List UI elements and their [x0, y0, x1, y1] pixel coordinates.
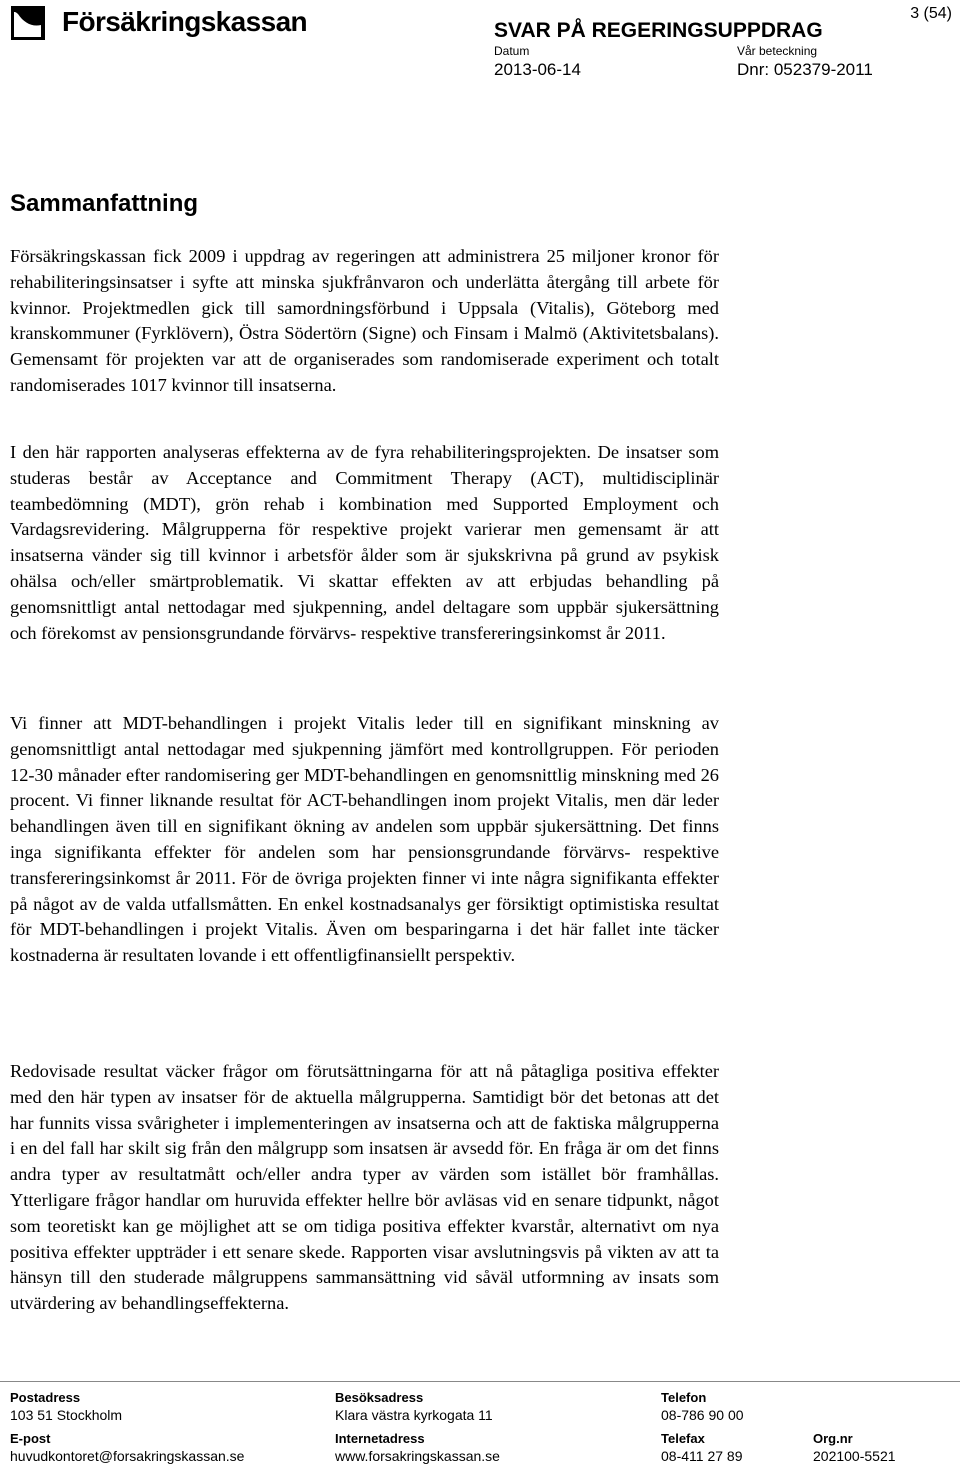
orgnr-value: 202100-5521: [813, 1448, 896, 1464]
footer-divider: [0, 1381, 960, 1382]
internetadress-value[interactable]: www.forsakringskassan.se: [335, 1448, 500, 1464]
footer: [0, 1381, 960, 1467]
brand-logo: [10, 5, 340, 41]
internetadress-label: Internetadress: [335, 1431, 425, 1446]
telefax-value: 08-411 27 89: [661, 1448, 743, 1464]
paragraph-discussion: Redovisade resultat väcker frågor om förutsättningarna för att nå påtagliga positiva effekter med den här typen av insatser för de aktuella målgrupperna. Samtidigt bör det betonas att det har funnits vissa svårigheter i implementeringen av insatserna och att de faktiska målgrupperna i en del fall har skilt sig från den målgrupp som insatsen är avsedd för. En fråga är om det finns andra typer av resultatmått och/eller andra typer av värden som istället bör framhållas. Ytterligare frågor handlar om huruvida effekter hellre bör avläsas vid en senare tidpunkt, något som teoretiskt kan ge möjlighet att se om tidiga positiva effekter kvarstår, alternativt om nya positiva effekter uppträder i ett senare skede. Rapporten visar avslutningsvis på vikten av att ta hänsyn till den studerade målgruppens sammansättning vid såväl utformning av insats som utvärdering av behandlingseffekterna.: [10, 1061, 719, 1314]
postadress-value: 103 51 Stockholm: [10, 1407, 123, 1423]
telefon-value: 08-786 90 00: [661, 1407, 744, 1423]
section-heading: Sammanfattning: [10, 190, 199, 217]
reference-label: Vår beteckning: [737, 44, 818, 58]
telefax-label: Telefax: [661, 1431, 705, 1446]
paragraph-method: I den här rapporten analyseras effekterna av de fyra rehabiliteringsprojekten. De insatser som studeras består av Acceptance and Commitment Therapy (ACT), multidisciplinär teambedömning (MDT), grön rehab i kombination med Supported Employment och Vardagsrevidering. Målgrupperna för respektive projekt varierar men gemensamt är att insatserna vänder sig till kvinnor i arbetsför ålder som är sjukskrivna på grund av psykisk ohälsa och/eller smärtproblematik. Vi skattar effekten av att erbjudas behandling på genomsnittligt antal nettodagar med sjukpenning, andel deltagare som uppbär sjukersättning och förekomst av pensionsgrundande förvärvs- respektive transfereringsinkomst år 2011.: [10, 442, 719, 643]
logo-text: Försäkringskassan: [62, 6, 308, 37]
logo-mark-icon: [10, 5, 46, 41]
postadress-label: Postadress: [10, 1390, 81, 1405]
paragraph-intro: Försäkringskassan fick 2009 i uppdrag av regeringen att administrera 25 miljoner kronor för rehabiliteringsinsatser i syfte att minska sjukfrånvaron och underlätta återgång till arbete för kvinnor. Projektmedlen gick till samordningsförbund i Uppsala (Vitalis), Göteborg med kranskommuner (Fyrklövern), Östra Södertörn (Signe) och Finsam i Malmö (Aktivitetsbalans). Gemensamt för projekten var att de organiserades som randomiserade experiment och totalt randomiserades 1017 kvinnor till insatserna.: [10, 246, 719, 395]
telefon-label: Telefon: [661, 1390, 707, 1405]
date-label: Datum: [494, 44, 530, 58]
date-value: 2013-06-14: [494, 60, 581, 79]
paragraph-results: Vi finner att MDT-behandlingen i projekt Vitalis leder till en signifikant minskning av genomsnittligt antal nettodagar med sjukpenning jämfört med kontrollgruppen. För perioden 12-30 månader efter randomisering ger MDT-behandlingen en genomsnittlig minskning med 26 procent. Vi finner liknande resultat för ACT-behandlingen inom projekt Vitalis, men där leder behandlingen även till en signifikant ökning av andelen som uppbär sjukersättning. Det finns inga signifikanta effekter för andelen som har pensionsgrundande förvärvs- respektive transfereringsinkomst år 2011. För de övriga projekten finner vi inte några signifikanta effekter på något av de valda utfallsmåtten. En enkel kostnadsanalys ger försiktigt optimistiska resultat för MDT-behandlingen i projekt Vitalis. Även om besparingarna i det här fallet inte täcker kostnaderna är resultaten lovande i ett offentligfinansiellt perspektiv.: [10, 713, 719, 966]
document-type: SVAR PÅ REGERINGSUPPDRAG: [494, 19, 823, 42]
besoksadress-label: Besöksadress: [335, 1390, 424, 1405]
page-number: 3 (54): [910, 5, 952, 22]
epost-value[interactable]: huvudkontoret@forsakringskassan.se: [10, 1448, 245, 1464]
epost-label: E-post: [10, 1431, 51, 1446]
orgnr-label: Org.nr: [813, 1431, 853, 1446]
reference-value: Dnr: 052379-2011: [737, 60, 873, 79]
besoksadress-value: Klara västra kyrkogata 11: [335, 1407, 493, 1423]
